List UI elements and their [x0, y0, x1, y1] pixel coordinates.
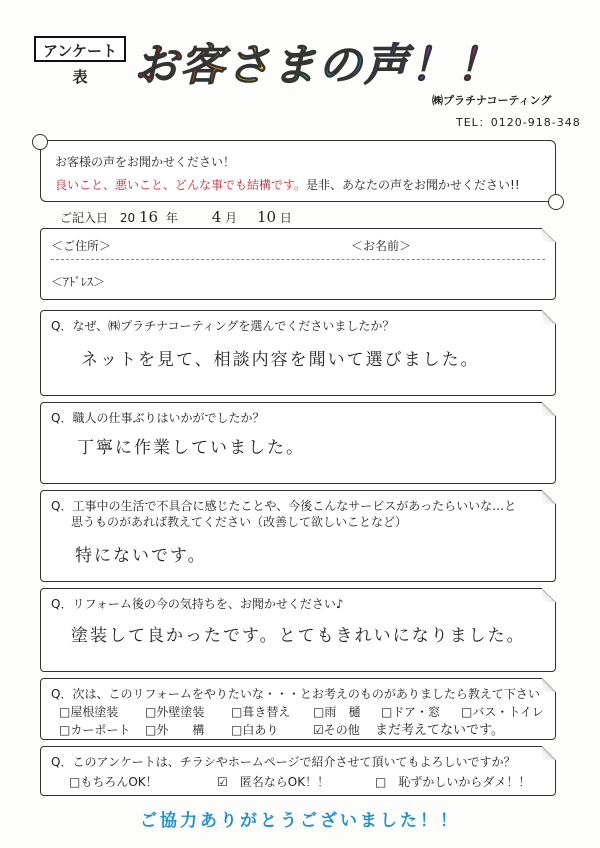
intro-banner [40, 140, 556, 202]
question-box-1 [40, 310, 556, 396]
name-label: ＜お名前＞ [351, 239, 412, 253]
title-char: お [134, 40, 180, 91]
handwritten-answer: 塗装して良かったです。とてもきれいになりました。 [71, 626, 526, 646]
title-char: ま [272, 40, 318, 91]
question-text: Q．工事中の生活で不具合に感じたことや、今後こんなサービスがあったらいいな…と [51, 499, 517, 513]
option-checkbox[interactable]: □外 構 [145, 723, 205, 737]
day-label: 日 [279, 211, 292, 225]
title-char: ！ [456, 40, 502, 91]
question-box-2 [40, 402, 556, 484]
company-name: ㈱プラチナコーティング [432, 94, 552, 107]
scroll-curl-icon [548, 194, 564, 210]
divider [51, 259, 545, 260]
option-checkbox[interactable]: □外壁塗装 [145, 705, 205, 719]
year-label: 年 [165, 211, 178, 225]
option-checkbox[interactable]: □バス・トイレ [461, 705, 544, 719]
scroll-curl-icon [32, 134, 48, 150]
intro-highlight: 良いこと、悪いこと、どんな事でも結構です。 [55, 178, 307, 192]
date-label: ご記入日 [60, 211, 109, 225]
question-text-line2: 思うものがあれば教えてください（改善して欲しいことなど） [71, 515, 408, 529]
title-char: の [318, 40, 364, 91]
page-fold-icon [542, 228, 556, 242]
title-char: 客 [180, 40, 226, 91]
page-title [134, 36, 502, 96]
option-checkbox[interactable]: □もちろんOK！ [69, 775, 158, 789]
question-box-5 [40, 678, 556, 740]
option-checkbox-checked[interactable]: ☑ 匿名ならOK！！ [217, 775, 330, 789]
year-prefix: 20 [119, 211, 136, 225]
question-text: Q．なぜ、㈱プラチナコーティングを選んでくださいましたか？ [51, 319, 395, 333]
question-box-6 [40, 746, 556, 796]
page-fold-icon [542, 402, 556, 416]
handwritten-other: まだ考えてないです。 [375, 723, 504, 738]
title-char: さ [226, 40, 272, 91]
question-box-3 [40, 490, 556, 582]
address2-label: ＜ｱﾄﾞﾚｽ＞ [51, 275, 106, 289]
address-box [40, 228, 556, 300]
title-char: 声 [364, 40, 410, 91]
option-checkbox[interactable]: □白あり [231, 723, 279, 737]
option-checkbox[interactable]: □ドア・窓 [381, 705, 440, 719]
page-fold-icon [542, 490, 556, 504]
option-checkbox[interactable]: □カーポート [59, 723, 131, 737]
intro-rest: 是非、あなたの声をお聞かせください!! [306, 178, 520, 192]
question-box-4 [40, 588, 556, 672]
option-checkbox[interactable]: □葺き替え [231, 705, 291, 719]
month-label: 月 [225, 211, 238, 225]
option-checkbox[interactable]: □雨 樋 [313, 705, 361, 719]
page-fold-icon [542, 310, 556, 324]
page-fold-icon [542, 678, 556, 692]
phone-number: TEL：0120-918-348 [456, 116, 581, 129]
title-char: ！ [410, 40, 456, 91]
handwritten-answer: 特にないです。 [75, 546, 207, 566]
option-checkbox-checked[interactable]: ☑その他 [313, 723, 360, 737]
month-value: 4 [211, 208, 222, 226]
page-fold-icon [542, 746, 556, 760]
handwritten-answer: 丁寧に作業していました。 [77, 438, 305, 458]
intro-line1: お客様の声をお聞かせください！ [55, 155, 236, 169]
question-text: Q．職人の仕事ぶりはいかがでしたか？ [51, 411, 265, 425]
question-text: Q．次は、このリフォームをやりたいな・・・とお考えのものがありましたら教えて下さい [51, 687, 540, 701]
address-label: ＜ご住所＞ [51, 239, 112, 253]
option-checkbox[interactable]: □ 恥ずかしいからダメ！！ [375, 775, 531, 789]
entry-date [60, 208, 292, 226]
survey-tag: アンケート表 [34, 36, 126, 62]
thanks-message: ご協力ありがとうございました！！ [140, 811, 460, 831]
option-checkbox[interactable]: □屋根塗装 [59, 705, 119, 719]
intro-line2 [55, 176, 555, 193]
year-value: 16 [138, 208, 159, 226]
day-value: 10 [256, 208, 277, 226]
question-text: Q．リフォーム後の今の気持ちを、お聞かせください♪ [51, 597, 344, 611]
page-fold-icon [542, 588, 556, 602]
handwritten-answer: ネットを見て、相談内容を聞いて選びました。 [81, 350, 480, 370]
question-text: Q．このアンケートは、チラシやホームページで紹介させて頂いてもよろしいですか？ [51, 755, 516, 769]
